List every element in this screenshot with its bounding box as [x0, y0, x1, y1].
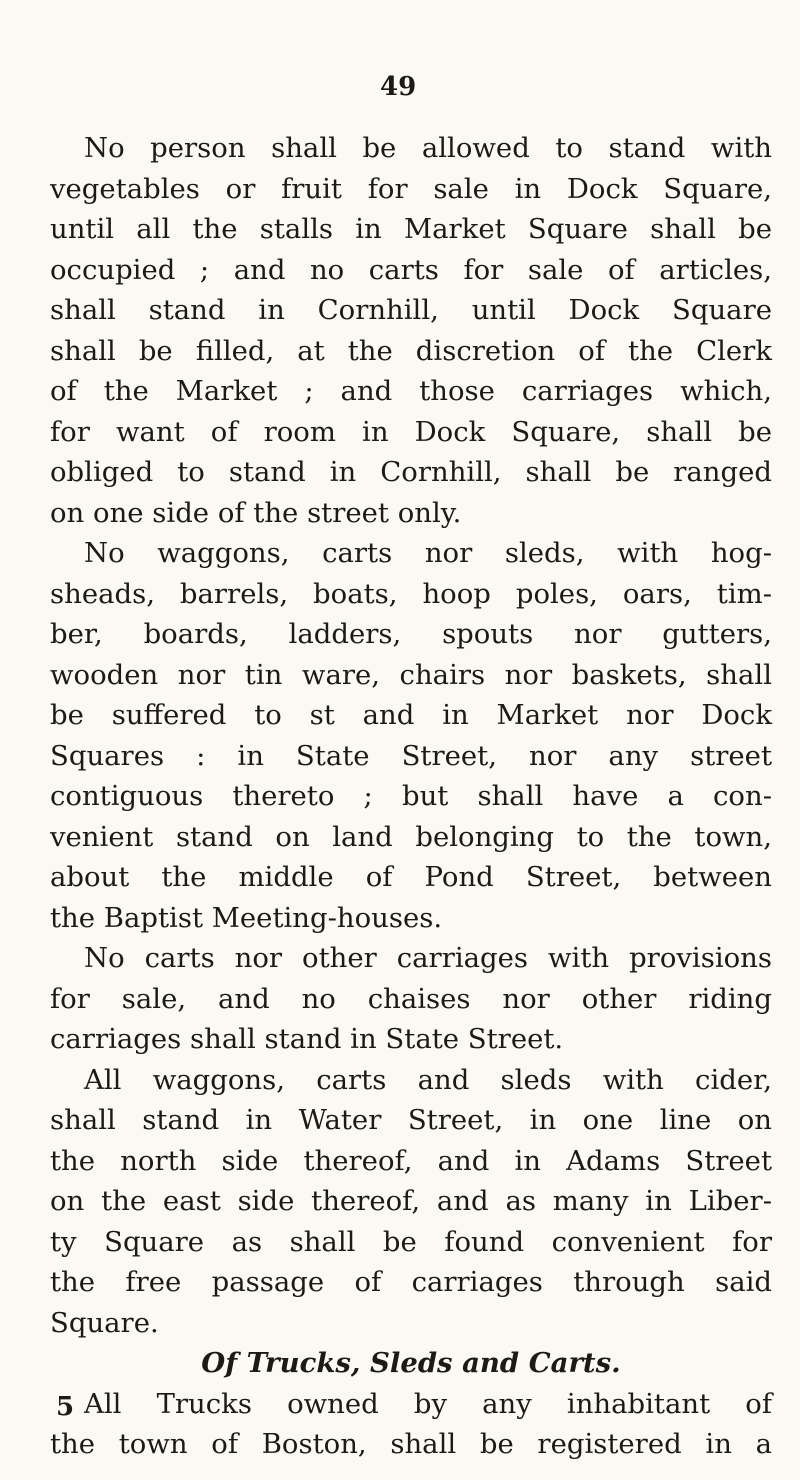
text-line: sheads, barrels, boats, hoop poles, oars, tim-	[50, 577, 772, 610]
text-line: on one side of the street only.	[50, 496, 462, 529]
text-line: carriages shall stand in State Street.	[50, 1023, 564, 1055]
text-line: vegetables or fruit for sale in Dock Square,	[50, 172, 772, 205]
text-line: ber, boards, ladders, spouts nor gutters,	[50, 618, 772, 650]
text-line: shall be filled, at the discretion of the Clerk	[50, 334, 772, 367]
text-line: ty Square as shall be found convenient for	[50, 1225, 772, 1258]
text-line: No waggons, carts nor sleds, with hog-	[84, 537, 772, 569]
body-text	[50, 128, 772, 1465]
text-line: occupied ; and no carts for sale of articles,	[50, 253, 772, 286]
text-line: shall stand in Water Street, in one line on	[50, 1104, 772, 1136]
text-line: until all the stalls in Market Square shall be	[50, 213, 772, 245]
section-heading: Of Trucks, Sleds and Carts.	[201, 1347, 621, 1379]
text-line: of the Market ; and those carriages which,	[50, 375, 772, 407]
text-line: the free passage of carriages through said	[50, 1266, 772, 1298]
text-line: about the middle of Pond Street, between	[50, 861, 772, 893]
text-line: Square.	[50, 1306, 159, 1339]
signature-mark: 5	[56, 1392, 75, 1422]
text-line: All waggons, carts and sleds with cider,	[84, 1063, 772, 1096]
text-line: shall stand in Cornhill, until Dock Square	[50, 294, 772, 326]
text-line: the Baptist Meeting-houses.	[50, 901, 443, 934]
text-line: be suffered to st and in Market nor Dock	[50, 699, 772, 731]
text-line: obliged to stand in Cornhill, shall be ranged	[50, 456, 772, 488]
text-line: the north side thereof, and in Adams Street	[50, 1144, 772, 1177]
text-line: No carts nor other carriages with provisions	[84, 942, 772, 974]
text-line: wooden nor tin ware, chairs nor baskets, shall	[50, 658, 772, 691]
text-line: the town of Boston, shall be registered in a	[50, 1428, 772, 1460]
text-line: for want of room in Dock Square, shall be	[50, 415, 772, 448]
text-line: contiguous thereto ; but shall have a con-	[50, 780, 772, 812]
text-line: No person shall be allowed to stand with	[84, 132, 772, 164]
text-line: for sale, and no chaises nor other riding	[50, 982, 772, 1015]
text-line: on the east side thereof, and as many in Liber-	[50, 1185, 772, 1217]
text-line: venient stand on land belonging to the town,	[50, 820, 772, 853]
text-line: All Trucks owned by any inhabitant of	[84, 1387, 772, 1420]
page-number: 49	[380, 72, 417, 102]
text-line: Squares : in State Street, nor any street	[50, 739, 772, 772]
